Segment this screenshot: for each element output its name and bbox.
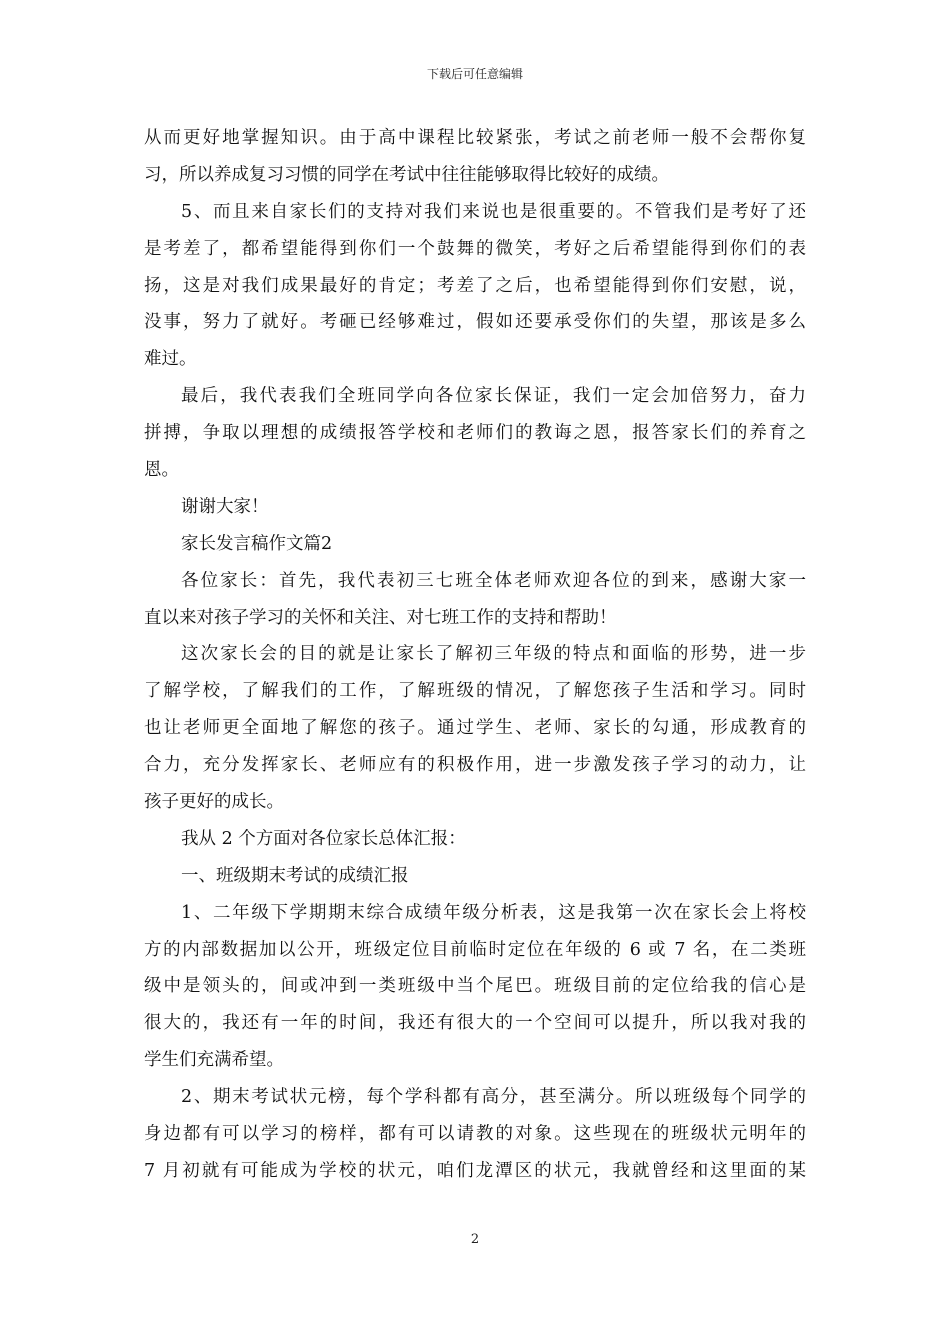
text-line: 合力，充分发挥家长、老师应有的积极作用，进一步激发孩子学习的动力，让 bbox=[144, 755, 806, 776]
text-line: 恩。 bbox=[144, 460, 179, 481]
text-line: 我从 2 个方面对各位家长总体汇报： bbox=[181, 828, 466, 849]
text-line: 直以来对孩子学习的关怀和关注、对七班工作的支持和帮助！ bbox=[144, 607, 617, 628]
text-line: 谢谢大家！ bbox=[181, 496, 269, 517]
text-line: 方的内部数据加以公开，班级定位目前临时定位在年级的 6 或 7 名，在二类班 bbox=[144, 939, 806, 960]
text-line: 级中是领头的，间或冲到一类班级中当个尾巴。班级目前的定位给我的信心是 bbox=[144, 976, 806, 997]
text-line: 5、而且来自家长们的支持对我们来说也是很重要的。不管我们是考好了还 bbox=[181, 201, 806, 222]
text-line: 习，所以养成复习习惯的同学在考试中往往能够取得比较好的成绩。 bbox=[144, 164, 669, 185]
text-line: 这次家长会的目的就是让家长了解初三年级的特点和面临的形势，进一步 bbox=[181, 644, 806, 665]
text-line: 家长发言稿作文篇2 bbox=[181, 533, 333, 554]
text-line: 7 月初就有可能成为学校的状元，咱们龙潭区的状元，我就曾经和这里面的某 bbox=[144, 1160, 806, 1181]
page-header: 下载后可任意编辑 bbox=[426, 67, 523, 81]
page-number: 2 bbox=[470, 1232, 480, 1247]
text-line: 也让老师更全面地了解您的孩子。通过学生、老师、家长的勾通，形成教育的 bbox=[144, 718, 806, 739]
text-line: 最后，我代表我们全班同学向各位家长保证，我们一定会加倍努力，奋力 bbox=[181, 386, 806, 407]
text-line: 身边都有可以学习的榜样，都有可以请教的对象。这些现在的班级状元明年的 bbox=[144, 1124, 806, 1145]
text-line: 没事，努力了就好。考砸已经够难过，假如还要承受你们的失望，那该是多么 bbox=[144, 312, 806, 333]
text-line: 2、期末考试状元榜，每个学科都有高分，甚至满分。所以班级每个同学的 bbox=[181, 1087, 806, 1108]
text-line: 1、二年级下学期期末综合成绩年级分析表，这是我第一次在家长会上将校 bbox=[181, 902, 806, 923]
text-line: 孩子更好的成长。 bbox=[144, 792, 284, 813]
text-line: 了解学校，了解我们的工作，了解班级的情况，了解您孩子生活和学习。同时 bbox=[144, 681, 806, 702]
text-line: 学生们充满希望。 bbox=[144, 1050, 284, 1071]
text-line: 一、班级期末考试的成绩汇报 bbox=[181, 865, 409, 886]
text-line: 很大的，我还有一年的时间，我还有很大的一个空间可以提升，所以我对我的 bbox=[144, 1013, 806, 1034]
text-line: 是考差了，都希望能得到你们一个鼓舞的微笑，考好之后希望能得到你们的表 bbox=[144, 238, 806, 259]
document-body bbox=[144, 120, 806, 1190]
text-line: 难过。 bbox=[144, 349, 197, 370]
text-line: 从而更好地掌握知识。由于高中课程比较紧张，考试之前老师一般不会帮你复 bbox=[144, 128, 806, 148]
text-line: 各位家长：首先，我代表初三七班全体老师欢迎各位的到来，感谢大家一 bbox=[181, 570, 806, 591]
text-line: 扬，这是对我们成果最好的肯定；考差了之后，也希望能得到你们安慰，说， bbox=[144, 275, 806, 296]
text-line: 拼搏，争取以理想的成绩报答学校和老师们的教诲之恩，报答家长们的养育之 bbox=[144, 423, 806, 444]
